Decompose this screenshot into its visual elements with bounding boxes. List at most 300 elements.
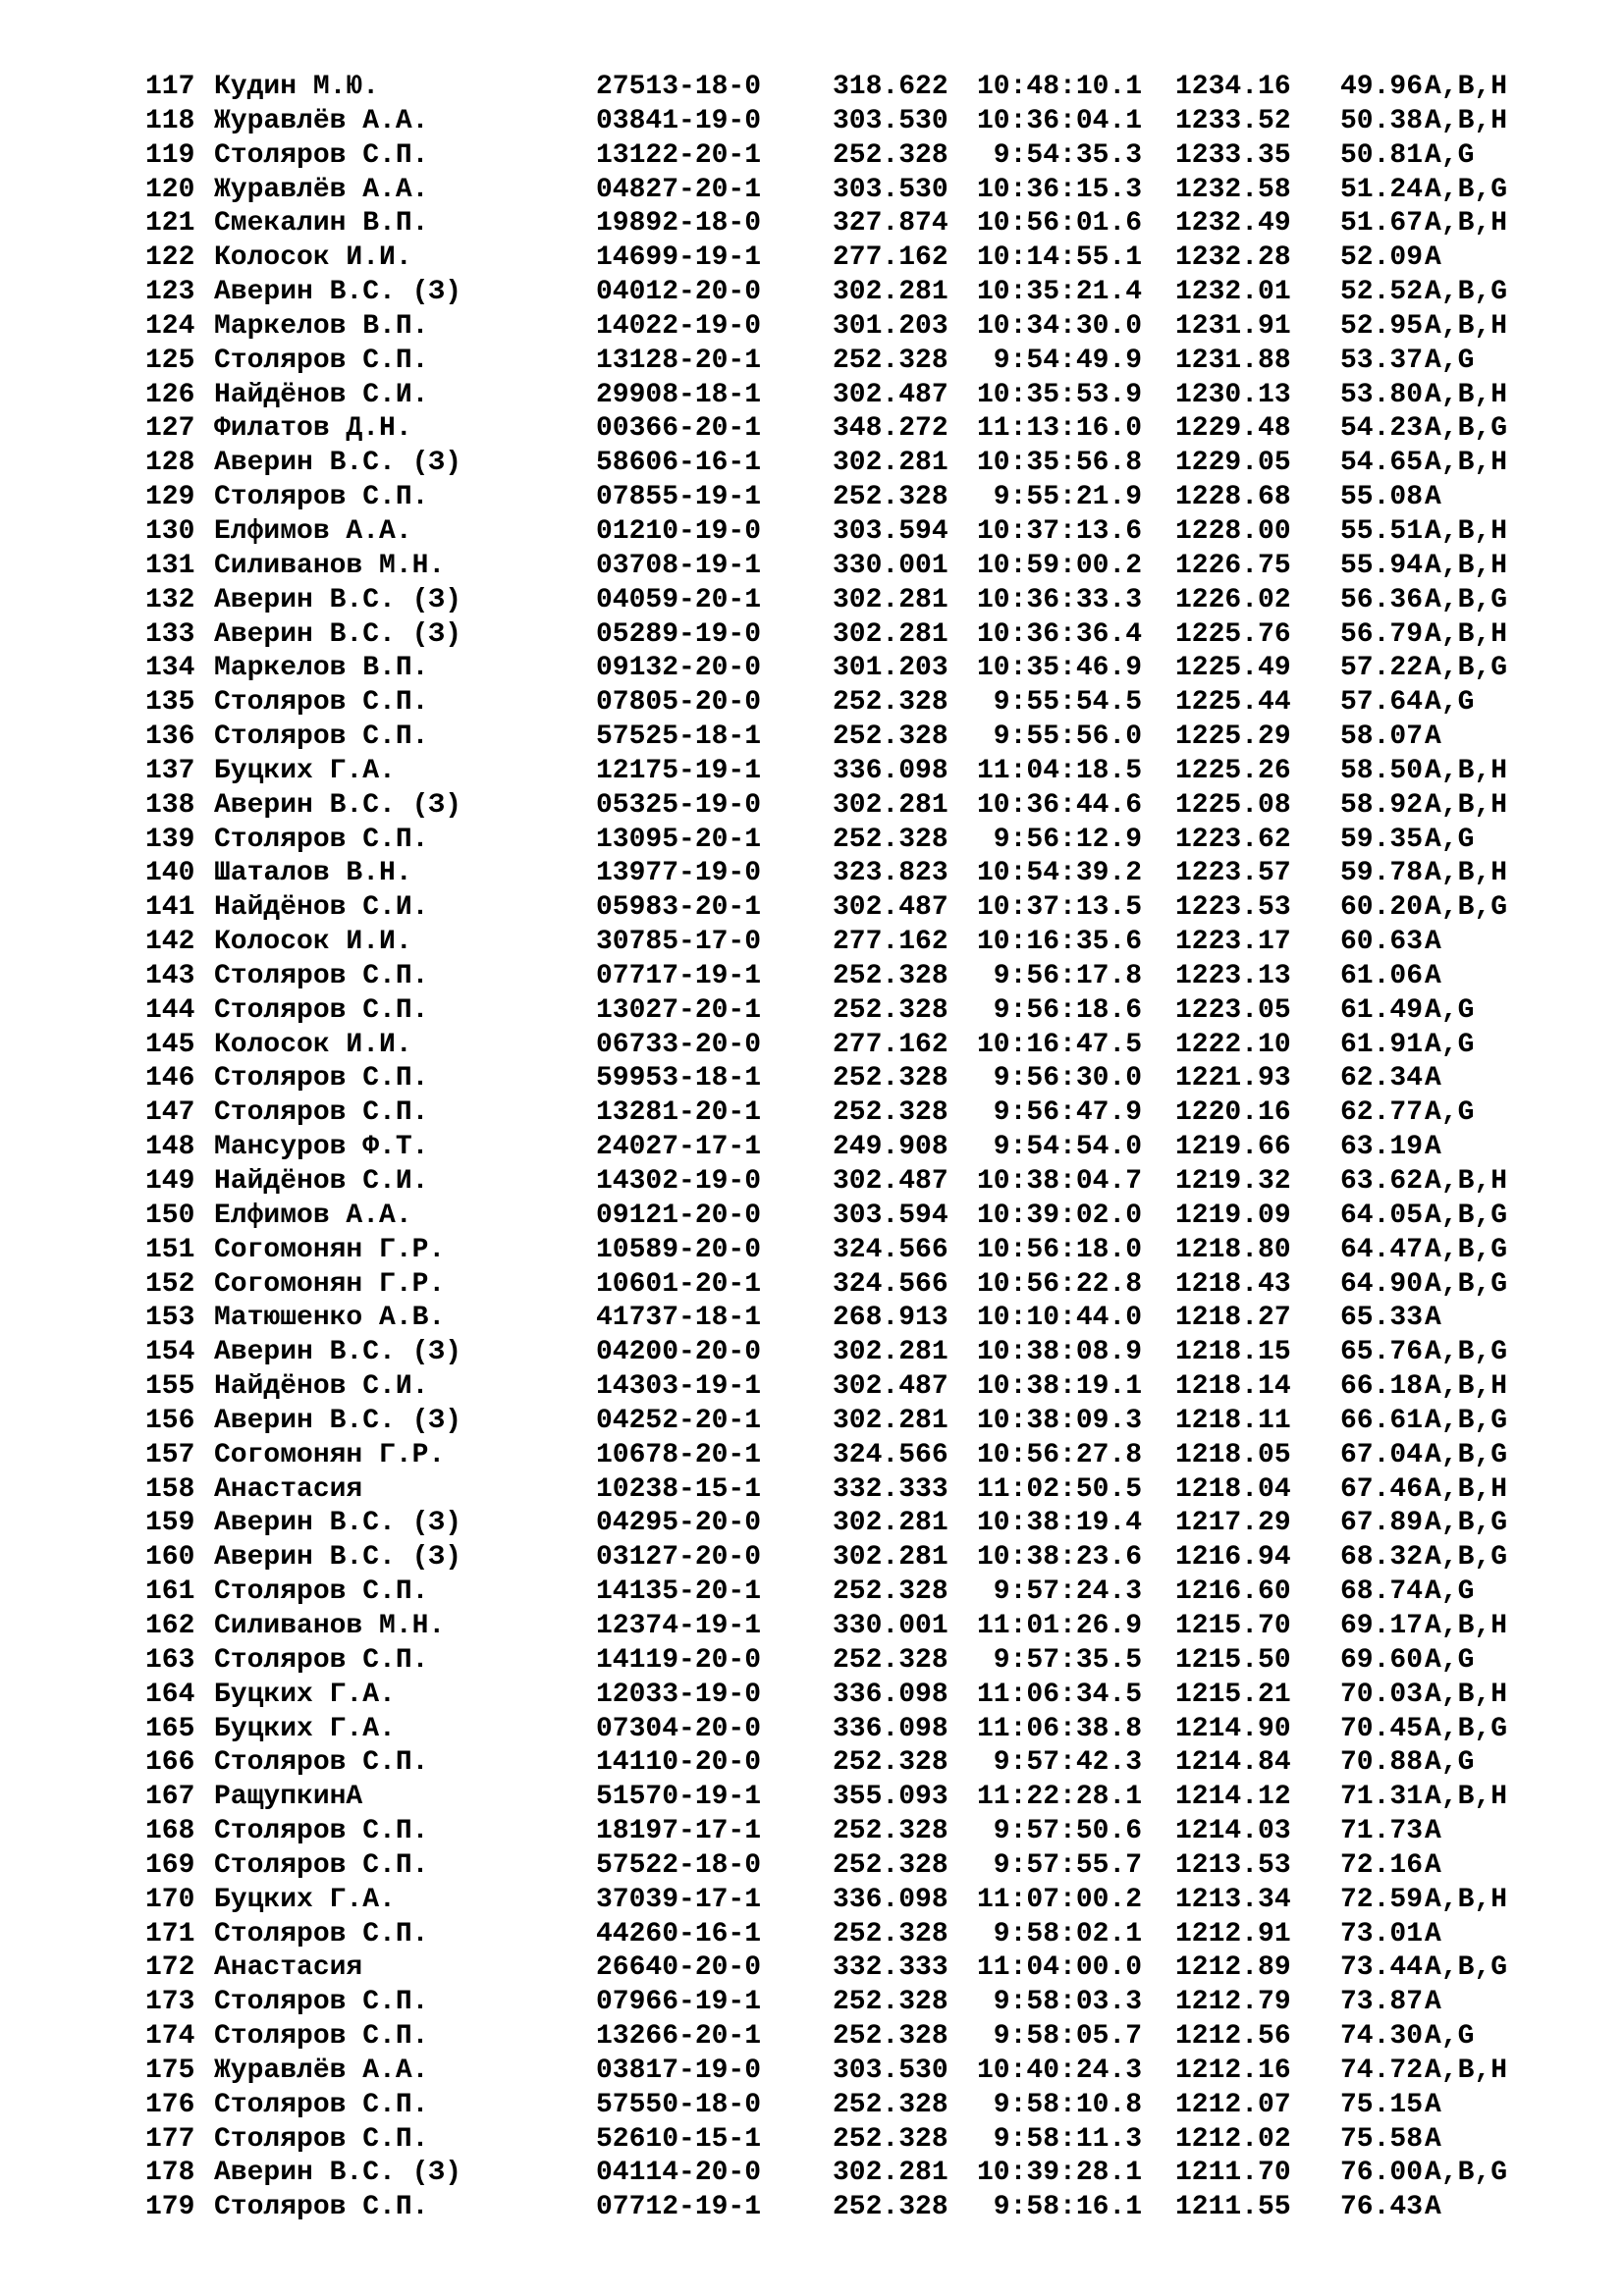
ring-number: 14110-20-0 [596, 1747, 762, 1779]
ring-number: 13027-20-1 [596, 994, 762, 1026]
ring-number: 13281-20-1 [596, 1097, 762, 1129]
ring-number: 14022-19-0 [596, 310, 762, 342]
classes: A,B,G [1425, 174, 1508, 205]
place-number: 130 [145, 515, 195, 547]
speed: 1218.27 [1175, 1303, 1291, 1334]
arrival-time: 9:58:10.8 [977, 2089, 1143, 2120]
arrival-time: 10:59:00.2 [977, 550, 1143, 581]
ring-number: 07717-19-1 [596, 960, 762, 991]
place-number: 143 [145, 960, 195, 991]
fancier-name: Аверин В.С. (З) [214, 584, 462, 615]
ring-number: 12175-19-1 [596, 755, 762, 786]
classes: A,G [1425, 1644, 1475, 1676]
speed: 1213.53 [1175, 1849, 1291, 1881]
table-row [0, 721, 1624, 755]
fancier-name: Столяров С.П. [214, 824, 429, 855]
speed: 1216.60 [1175, 1576, 1291, 1608]
distance: 252.328 [833, 139, 948, 171]
table-row [0, 1746, 1624, 1781]
distance: 252.328 [833, 824, 948, 855]
speed: 1218.80 [1175, 1234, 1291, 1265]
fancier-name: Аверин В.С. (З) [214, 618, 462, 650]
ring-number: 10589-20-0 [596, 1234, 762, 1265]
speed: 1218.04 [1175, 1473, 1291, 1505]
arrival-time: 10:38:23.6 [977, 1542, 1143, 1574]
distance: 277.162 [833, 927, 948, 958]
points: 74.30 [1340, 2021, 1424, 2053]
ring-number: 06733-20-0 [596, 1029, 762, 1060]
distance: 324.566 [833, 1234, 948, 1265]
arrival-time: 10:39:02.0 [977, 1200, 1143, 1231]
arrival-time: 11:06:34.5 [977, 1679, 1143, 1710]
arrival-time: 9:57:55.7 [977, 1849, 1143, 1881]
place-number: 127 [145, 413, 195, 445]
speed: 1221.93 [1175, 1063, 1291, 1095]
table-row [0, 1849, 1624, 1884]
table-row [0, 550, 1624, 584]
points: 57.64 [1340, 687, 1424, 719]
ring-number: 10601-20-1 [596, 1268, 762, 1300]
place-number: 150 [145, 1200, 195, 1231]
points: 61.91 [1340, 1029, 1424, 1060]
classes: A,G [1425, 139, 1475, 171]
points: 72.59 [1340, 1884, 1424, 1915]
points: 59.78 [1340, 858, 1424, 889]
speed: 1229.48 [1175, 413, 1291, 445]
table-row [0, 1096, 1624, 1131]
distance: 252.328 [833, 687, 948, 719]
fancier-name: РащупкинА [214, 1782, 363, 1813]
points: 68.74 [1340, 1576, 1424, 1608]
classes: A,G [1425, 1747, 1475, 1779]
classes: A,B,H [1425, 1884, 1508, 1915]
table-row [0, 1507, 1624, 1541]
distance: 303.530 [833, 105, 948, 136]
arrival-time: 10:38:08.9 [977, 1337, 1143, 1368]
arrival-time: 11:02:50.5 [977, 1473, 1143, 1505]
fancier-name: Столяров С.П. [214, 1063, 429, 1095]
speed: 1219.66 [1175, 1132, 1291, 1163]
ring-number: 29908-18-1 [596, 379, 762, 410]
ring-number: 44260-16-1 [596, 1918, 762, 1949]
arrival-time: 10:35:56.8 [977, 448, 1143, 479]
classes: A,B,G [1425, 1405, 1508, 1436]
place-number: 159 [145, 1508, 195, 1539]
arrival-time: 10:36:36.4 [977, 618, 1143, 650]
classes: A,G [1425, 1576, 1475, 1608]
speed: 1215.70 [1175, 1610, 1291, 1641]
distance: 324.566 [833, 1268, 948, 1300]
distance: 302.281 [833, 2158, 948, 2189]
distance: 252.328 [833, 1816, 948, 1847]
distance: 302.487 [833, 892, 948, 924]
fancier-name: Столяров С.П. [214, 2192, 429, 2223]
speed: 1223.62 [1175, 824, 1291, 855]
points: 72.16 [1340, 1849, 1424, 1881]
arrival-time: 9:58:05.7 [977, 2021, 1143, 2053]
classes: A,B,H [1425, 105, 1508, 136]
speed: 1214.84 [1175, 1747, 1291, 1779]
classes: A,B,G [1425, 584, 1508, 615]
classes: A,G [1425, 1097, 1475, 1129]
place-number: 146 [145, 1063, 195, 1095]
arrival-time: 10:39:28.1 [977, 2158, 1143, 2189]
classes: A,B,G [1425, 1234, 1508, 1265]
table-row [0, 686, 1624, 721]
ring-number: 37039-17-1 [596, 1884, 762, 1915]
fancier-name: Журавлёв А.А. [214, 105, 429, 136]
place-number: 169 [145, 1849, 195, 1881]
distance: 277.162 [833, 242, 948, 274]
arrival-time: 9:55:21.9 [977, 482, 1143, 513]
arrival-time: 10:38:19.4 [977, 1508, 1143, 1539]
speed: 1230.13 [1175, 379, 1291, 410]
arrival-time: 9:56:47.9 [977, 1097, 1143, 1129]
distance: 303.594 [833, 1200, 948, 1231]
ring-number: 18197-17-1 [596, 1816, 762, 1847]
points: 55.94 [1340, 550, 1424, 581]
table-row [0, 1986, 1624, 2020]
points: 70.88 [1340, 1747, 1424, 1779]
table-row [0, 1370, 1624, 1405]
distance: 301.203 [833, 310, 948, 342]
table-row [0, 1918, 1624, 1952]
speed: 1223.17 [1175, 927, 1291, 958]
distance: 302.281 [833, 1508, 948, 1539]
speed: 1231.88 [1175, 345, 1291, 376]
speed: 1220.16 [1175, 1097, 1291, 1129]
classes: A,B,G [1425, 1508, 1508, 1539]
table-row [0, 139, 1624, 174]
distance: 252.328 [833, 1576, 948, 1608]
ring-number: 04059-20-1 [596, 584, 762, 615]
distance: 301.203 [833, 653, 948, 684]
arrival-time: 10:34:30.0 [977, 310, 1143, 342]
ring-number: 27513-18-0 [596, 72, 762, 102]
table-row [0, 276, 1624, 310]
place-number: 176 [145, 2089, 195, 2120]
ring-number: 00366-20-1 [596, 413, 762, 445]
classes: A,B,G [1425, 277, 1508, 308]
speed: 1219.09 [1175, 1200, 1291, 1231]
place-number: 151 [145, 1234, 195, 1265]
arrival-time: 10:40:24.3 [977, 2055, 1143, 2086]
table-row [0, 2123, 1624, 2158]
speed: 1212.79 [1175, 1987, 1291, 2018]
speed: 1212.89 [1175, 1952, 1291, 1984]
table-row [0, 584, 1624, 618]
ring-number: 04295-20-0 [596, 1508, 762, 1539]
arrival-time: 11:22:28.1 [977, 1782, 1143, 1813]
fancier-name: Кудин М.Ю. [214, 72, 380, 102]
table-row [0, 618, 1624, 653]
distance: 252.328 [833, 345, 948, 376]
ring-number: 51570-19-1 [596, 1782, 762, 1813]
arrival-time: 9:54:49.9 [977, 345, 1143, 376]
points: 53.80 [1340, 379, 1424, 410]
place-number: 157 [145, 1439, 195, 1470]
speed: 1225.44 [1175, 687, 1291, 719]
distance: 268.913 [833, 1303, 948, 1334]
points: 56.79 [1340, 618, 1424, 650]
points: 52.95 [1340, 310, 1424, 342]
arrival-time: 9:57:50.6 [977, 1816, 1143, 1847]
ring-number: 13266-20-1 [596, 2021, 762, 2053]
distance: 302.487 [833, 379, 948, 410]
speed: 1232.01 [1175, 277, 1291, 308]
table-row [0, 1644, 1624, 1679]
place-number: 124 [145, 310, 195, 342]
points: 73.01 [1340, 1918, 1424, 1949]
fancier-name: Буцких Г.А. [214, 755, 396, 786]
distance: 336.098 [833, 1884, 948, 1915]
fancier-name: Маркелов В.П. [214, 310, 429, 342]
table-row [0, 345, 1624, 379]
table-row [0, 105, 1624, 139]
fancier-name: Буцких Г.А. [214, 1679, 396, 1710]
classes: A,G [1425, 1029, 1475, 1060]
place-number: 129 [145, 482, 195, 513]
distance: 252.328 [833, 994, 948, 1026]
place-number: 132 [145, 584, 195, 615]
classes: A,B,H [1425, 1473, 1508, 1505]
classes: A,B,H [1425, 208, 1508, 240]
arrival-time: 11:07:00.2 [977, 1884, 1143, 1915]
arrival-time: 9:54:54.0 [977, 1132, 1143, 1163]
fancier-name: Силиванов М.Н. [214, 1610, 446, 1641]
points: 75.58 [1340, 2123, 1424, 2155]
distance: 277.162 [833, 1029, 948, 1060]
fancier-name: Согомонян Г.Р. [214, 1439, 446, 1470]
speed: 1218.14 [1175, 1371, 1291, 1403]
arrival-time: 10:36:33.3 [977, 584, 1143, 615]
ring-number: 07712-19-1 [596, 2192, 762, 2223]
table-row [0, 1951, 1624, 1986]
place-number: 119 [145, 139, 195, 171]
table-row [0, 1268, 1624, 1303]
points: 52.09 [1340, 242, 1424, 274]
points: 68.32 [1340, 1542, 1424, 1574]
place-number: 135 [145, 687, 195, 719]
fancier-name: Журавлёв А.А. [214, 174, 429, 205]
fancier-name: Аверин В.С. (З) [214, 448, 462, 479]
table-row [0, 789, 1624, 824]
table-row [0, 447, 1624, 481]
place-number: 122 [145, 242, 195, 274]
ring-number: 52610-15-1 [596, 2123, 762, 2155]
place-number: 171 [145, 1918, 195, 1949]
fancier-name: Аверин В.С. (З) [214, 277, 462, 308]
place-number: 162 [145, 1610, 195, 1641]
table-row [0, 379, 1624, 413]
classes: A,B,H [1425, 858, 1508, 889]
arrival-time: 10:35:21.4 [977, 277, 1143, 308]
place-number: 160 [145, 1542, 195, 1574]
points: 67.04 [1340, 1439, 1424, 1470]
place-number: 133 [145, 618, 195, 650]
speed: 1225.49 [1175, 653, 1291, 684]
arrival-time: 9:58:02.1 [977, 1918, 1143, 1949]
classes: A,B,H [1425, 618, 1508, 650]
arrival-time: 9:55:54.5 [977, 687, 1143, 719]
ring-number: 14119-20-0 [596, 1644, 762, 1676]
ring-number: 04012-20-0 [596, 277, 762, 308]
distance: 252.328 [833, 2021, 948, 2053]
distance: 302.281 [833, 584, 948, 615]
fancier-name: Согомонян Г.Р. [214, 1268, 446, 1300]
table-row [0, 1679, 1624, 1713]
arrival-time: 9:57:24.3 [977, 1576, 1143, 1608]
distance: 252.328 [833, 2192, 948, 2223]
fancier-name: Столяров С.П. [214, 345, 429, 376]
place-number: 141 [145, 892, 195, 924]
distance: 323.823 [833, 858, 948, 889]
fancier-name: Столяров С.П. [214, 2123, 429, 2155]
speed: 1225.08 [1175, 789, 1291, 821]
distance: 303.530 [833, 2055, 948, 2086]
table-row [0, 1781, 1624, 1815]
points: 60.20 [1340, 892, 1424, 924]
speed: 1225.26 [1175, 755, 1291, 786]
ring-number: 03708-19-1 [596, 550, 762, 581]
speed: 1223.05 [1175, 994, 1291, 1026]
table-row [0, 755, 1624, 789]
fancier-name: Аверин В.С. (З) [214, 1405, 462, 1436]
classes: A,B,H [1425, 2055, 1508, 2086]
ring-number: 41737-18-1 [596, 1303, 762, 1334]
table-row [0, 207, 1624, 241]
place-number: 156 [145, 1405, 195, 1436]
arrival-time: 9:57:42.3 [977, 1747, 1143, 1779]
table-row [0, 71, 1624, 105]
fancier-name: Маркелов В.П. [214, 653, 429, 684]
speed: 1213.34 [1175, 1884, 1291, 1915]
classes: A,B,H [1425, 1166, 1508, 1197]
classes: A,G [1425, 824, 1475, 855]
fancier-name: Смекалин В.П. [214, 208, 429, 240]
ring-number: 58606-16-1 [596, 448, 762, 479]
place-number: 123 [145, 277, 195, 308]
speed: 1233.52 [1175, 105, 1291, 136]
classes: A,B,G [1425, 1713, 1508, 1744]
points: 52.52 [1340, 277, 1424, 308]
ring-number: 14303-19-1 [596, 1371, 762, 1403]
classes: A,B,G [1425, 1542, 1508, 1574]
arrival-time: 9:57:35.5 [977, 1644, 1143, 1676]
classes: A [1425, 1849, 1441, 1881]
distance: 348.272 [833, 413, 948, 445]
table-row [0, 241, 1624, 276]
distance: 302.487 [833, 1166, 948, 1197]
fancier-name: Согомонян Г.Р. [214, 1234, 446, 1265]
classes: A,B,G [1425, 1268, 1508, 1300]
place-number: 167 [145, 1782, 195, 1813]
fancier-name: Колосок И.И. [214, 927, 412, 958]
points: 64.47 [1340, 1234, 1424, 1265]
table-row [0, 174, 1624, 208]
place-number: 121 [145, 208, 195, 240]
ring-number: 13128-20-1 [596, 345, 762, 376]
speed: 1214.12 [1175, 1782, 1291, 1813]
place-number: 147 [145, 1097, 195, 1129]
distance: 249.908 [833, 1132, 948, 1163]
points: 63.62 [1340, 1166, 1424, 1197]
fancier-name: Буцких Г.А. [214, 1713, 396, 1744]
place-number: 140 [145, 858, 195, 889]
fancier-name: Столяров С.П. [214, 482, 429, 513]
ring-number: 24027-17-1 [596, 1132, 762, 1163]
points: 63.19 [1340, 1132, 1424, 1163]
fancier-name: Буцких Г.А. [214, 1884, 396, 1915]
fancier-name: Столяров С.П. [214, 1747, 429, 1779]
arrival-time: 10:54:39.2 [977, 858, 1143, 889]
points: 73.87 [1340, 1987, 1424, 2018]
place-number: 179 [145, 2192, 195, 2223]
distance: 252.328 [833, 1063, 948, 1095]
table-row [0, 1884, 1624, 1918]
place-number: 175 [145, 2055, 195, 2086]
speed: 1232.58 [1175, 174, 1291, 205]
points: 69.17 [1340, 1610, 1424, 1641]
fancier-name: Столяров С.П. [214, 1576, 429, 1608]
distance: 336.098 [833, 1679, 948, 1710]
ring-number: 09121-20-0 [596, 1200, 762, 1231]
arrival-time: 10:38:04.7 [977, 1166, 1143, 1197]
classes: A [1425, 242, 1441, 274]
arrival-time: 10:14:55.1 [977, 242, 1143, 274]
table-row [0, 412, 1624, 447]
speed: 1223.53 [1175, 892, 1291, 924]
ring-number: 30785-17-0 [596, 927, 762, 958]
distance: 252.328 [833, 1097, 948, 1129]
distance: 336.098 [833, 755, 948, 786]
fancier-name: Столяров С.П. [214, 1849, 429, 1881]
classes: A,B,H [1425, 379, 1508, 410]
fancier-name: Аверин В.С. (З) [214, 1542, 462, 1574]
fancier-name: Найдёнов С.И. [214, 892, 429, 924]
speed: 1232.28 [1175, 242, 1291, 274]
points: 61.06 [1340, 960, 1424, 991]
points: 58.50 [1340, 755, 1424, 786]
speed: 1212.91 [1175, 1918, 1291, 1949]
points: 50.38 [1340, 105, 1424, 136]
points: 74.72 [1340, 2055, 1424, 2086]
classes: A [1425, 1303, 1441, 1334]
classes: A,B,H [1425, 550, 1508, 581]
arrival-time: 10:56:18.0 [977, 1234, 1143, 1265]
points: 67.46 [1340, 1473, 1424, 1505]
fancier-name: Аверин В.С. (З) [214, 1508, 462, 1539]
classes: A [1425, 721, 1441, 753]
classes: A,B,H [1425, 515, 1508, 547]
arrival-time: 9:58:16.1 [977, 2192, 1143, 2223]
distance: 302.281 [833, 618, 948, 650]
place-number: 128 [145, 448, 195, 479]
table-row [0, 1336, 1624, 1370]
fancier-name: Столяров С.П. [214, 1816, 429, 1847]
distance: 318.622 [833, 72, 948, 102]
arrival-time: 11:04:18.5 [977, 755, 1143, 786]
arrival-time: 10:16:47.5 [977, 1029, 1143, 1060]
speed: 1232.49 [1175, 208, 1291, 240]
fancier-name: Столяров С.П. [214, 960, 429, 991]
speed: 1234.16 [1175, 72, 1291, 102]
points: 53.37 [1340, 345, 1424, 376]
classes: A,B,G [1425, 1337, 1508, 1368]
place-number: 145 [145, 1029, 195, 1060]
points: 71.73 [1340, 1816, 1424, 1847]
place-number: 134 [145, 653, 195, 684]
